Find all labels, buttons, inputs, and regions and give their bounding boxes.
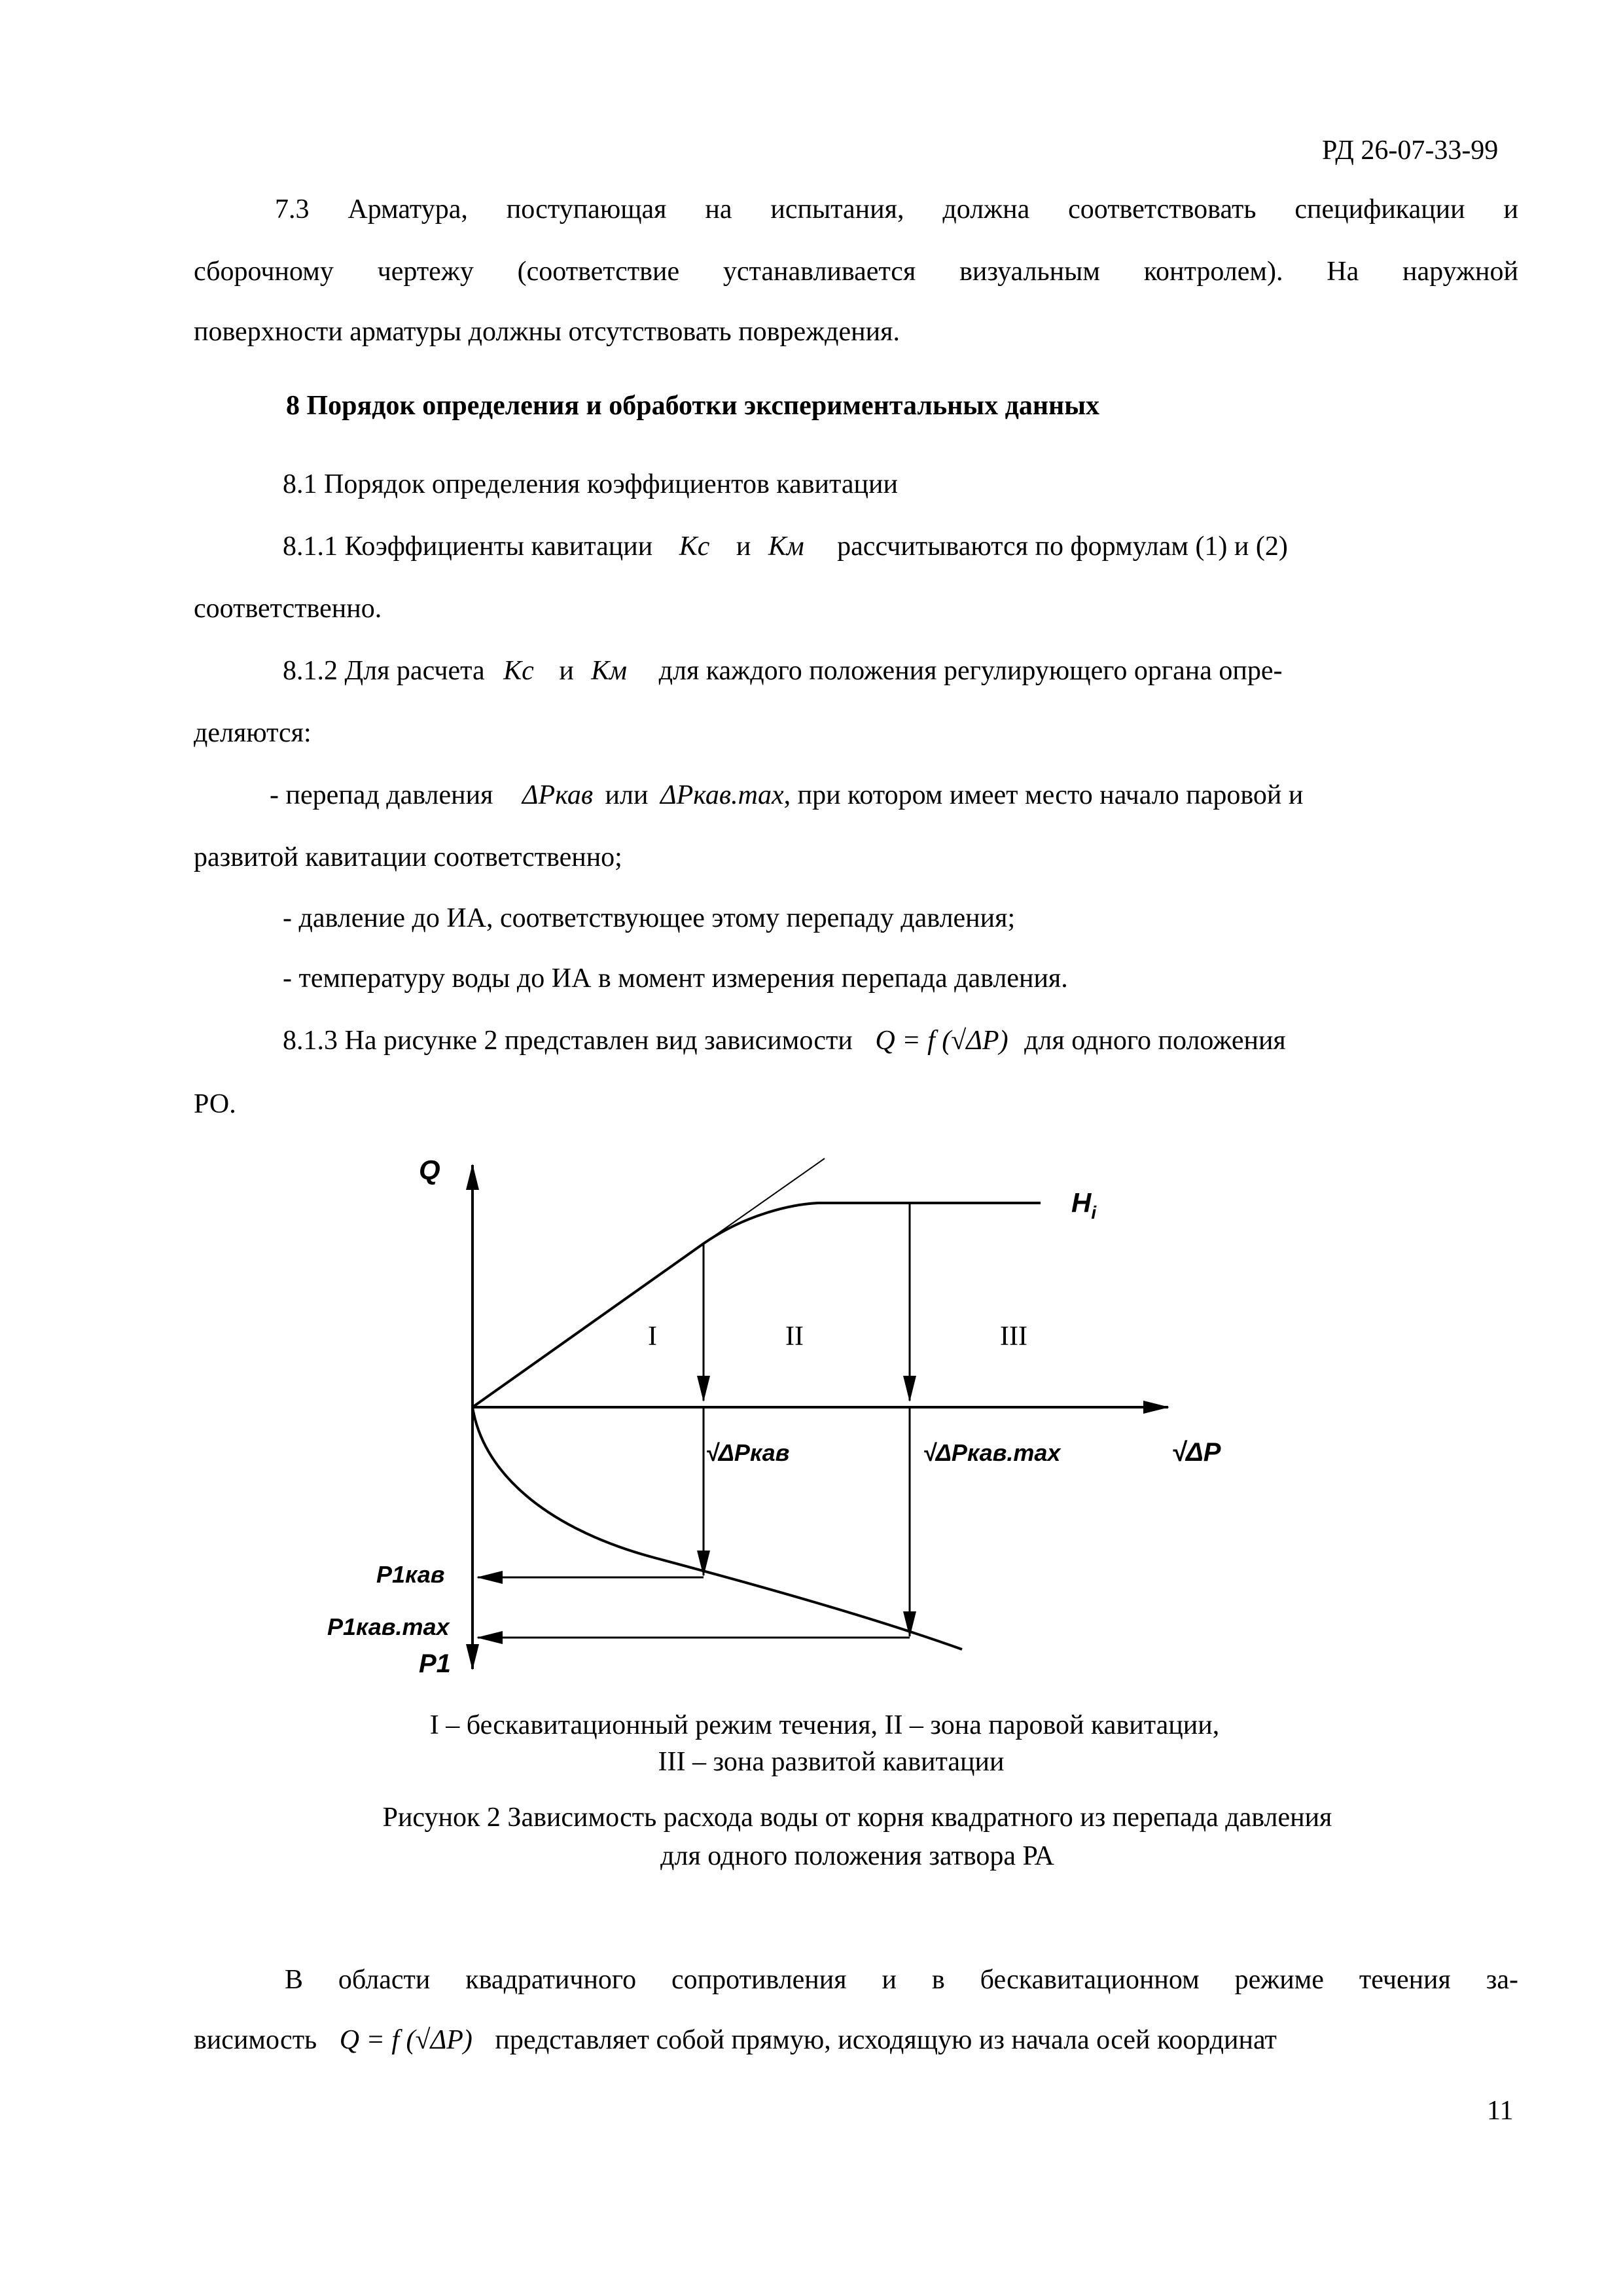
zone-2-label: II: [785, 1321, 804, 1352]
zone-1-label: I: [648, 1321, 657, 1352]
paragraph-after-figure-line-1: В области квадратичного сопротивления и в бескавитационном режиме течения за-: [285, 1965, 1518, 1995]
figure-caption-line-1: Рисунок 2 Зависимость расхода воды от корня квадратного из перепада давления: [382, 1803, 1332, 1833]
coefficient-km: Kм: [591, 656, 628, 686]
pressure-curve: [473, 1407, 962, 1649]
list-item-1-line-2: развитой кавитации соответственно;: [194, 842, 622, 872]
p1kav-label: P1кав: [376, 1561, 445, 1588]
list-item-1-text-a: - перепад давления: [270, 780, 493, 810]
conjunction-and: и: [559, 656, 574, 686]
dependency-formula: Q = f (√ΔP): [875, 1026, 1008, 1056]
paragraph-8-1: 8.1 Порядок определения коэффициентов кавитации: [283, 469, 898, 499]
paragraph-8-1-2-text-a: 8.1.2 Для расчета: [283, 656, 485, 686]
q-axis-label: Q: [419, 1155, 440, 1185]
document-code: РД 26-07-33-99: [1322, 135, 1499, 166]
tick-sqrt-dp-kav-max: √ΔPкав.max: [923, 1439, 1061, 1466]
paragraph-8-1-2-line-1: [283, 655, 1283, 687]
coefficient-kc: Kc: [503, 656, 534, 686]
figure-legend-line-1: I – бескавитационный режим течения, II – зона паровой кавитации,: [429, 1710, 1220, 1740]
page-number: 11: [1487, 2096, 1514, 2126]
coefficient-kc: Kc: [679, 531, 710, 562]
paragraph-8-1-1-line-1: [283, 530, 1288, 563]
pressure-drop-kav-max: ΔPкав.max: [660, 780, 784, 810]
paragraph-after-figure-text-a: висимость: [194, 2025, 317, 2055]
paragraph-7-3-line-1: 7.3 Арматура, поступающая на испытания, должна соответствовать спецификации и: [275, 194, 1518, 224]
conjunction-or: или: [605, 780, 649, 810]
paragraph-8-1-3-text-a: 8.1.3 На рисунке 2 представлен вид зависимости: [283, 1026, 853, 1056]
figure-legend-line-2: III – зона развитой кавитации: [658, 1747, 1005, 1777]
paragraph-8-1-2-line-2: деляются:: [194, 718, 312, 748]
paragraph-8-1-1-text-b: рассчитываются по формулам (1) и (2): [837, 531, 1288, 562]
list-item-1-text-b: , при котором имеет место начало паровой и: [783, 780, 1304, 810]
paragraph-8-1-1-text-a: 8.1.1 Коэффициенты кавитации: [283, 531, 653, 562]
pressure-drop-kav: ΔPкав: [522, 780, 594, 810]
list-item-2: - давление до ИА, соответствующее этому перепаду давления;: [283, 903, 1016, 933]
coefficient-km: Kм: [768, 531, 804, 562]
section-8-title: 8 Порядок определения и обработки экспериментальных данных: [286, 391, 1100, 421]
paragraph-8-1-3-line-1: [283, 1024, 1286, 1057]
paragraph-7-3-line-3: поверхности арматуры должны отсутствовать повреждения.: [194, 317, 900, 347]
tick-sqrt-dp-kav: √ΔPкав: [705, 1439, 790, 1466]
paragraph-after-figure-text-b: представляет собой прямую, исходящую из начала осей координат: [495, 2025, 1277, 2055]
paragraph-8-1-3-text-b: для одного положения: [1024, 1026, 1286, 1056]
figure-caption-line-2: для одного положения затвора РА: [660, 1841, 1054, 1871]
dependency-formula: Q = f (√ΔP): [339, 2025, 473, 2055]
flow-curve: [473, 1203, 1041, 1407]
tangent-extension: [704, 1158, 825, 1244]
list-item-3: - температуру воды до ИА в момент измерения перепада давления.: [283, 963, 1068, 994]
curve-label-hi: $H_i$: [1071, 1187, 1097, 1223]
conjunction-and: и: [736, 531, 751, 562]
paragraph-8-1-3-line-2: РО.: [194, 1089, 236, 1119]
p1-axis-label: P1: [419, 1649, 451, 1678]
paragraph-7-3-line-2: сборочному чертежу (соответствие устанавливается визуальным контролем). На наружной: [194, 257, 1518, 287]
paragraph-8-1-1-line-2: соответственно.: [194, 594, 382, 624]
p1kav-max-label: P1кав.max: [327, 1613, 450, 1640]
x-axis-label: √ΔP: [1171, 1438, 1221, 1467]
paragraph-8-1-2-text-b: для каждого положения регулирующего органа опре-: [658, 656, 1283, 686]
paragraph-after-figure-line-2: [194, 2024, 1277, 2056]
zone-3-label: III: [1000, 1321, 1027, 1352]
list-item-1-line-1: [270, 779, 1303, 812]
